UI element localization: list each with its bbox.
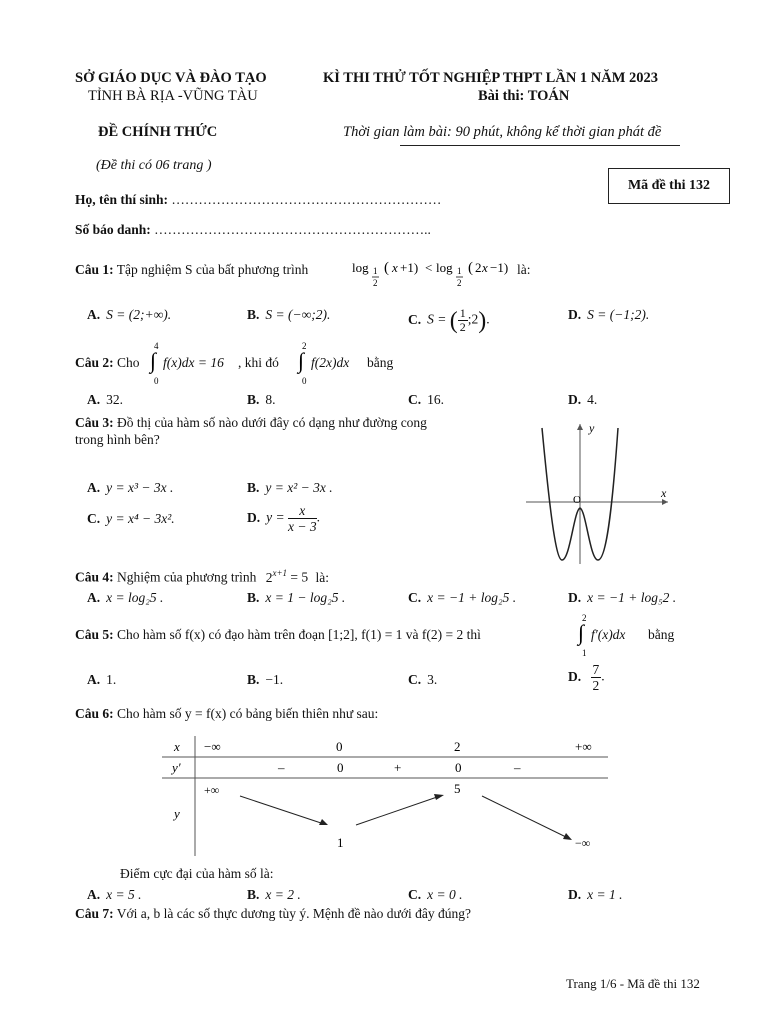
exam-code: Mã đề thi 132 [627,178,711,193]
row-label-x: x [174,739,180,754]
svg-text:<: < [425,260,433,275]
svg-text:(: ( [468,260,473,276]
option-letter: C. [408,311,422,327]
q2-eq: f(x)dx = 16 [163,355,224,370]
q1-stem [75,262,308,278]
page-count: (Đề thi có 06 trang ) [96,158,212,173]
q4-option-a[interactable] [87,590,163,606]
x-val-3: +∞ [575,739,592,754]
q2-label: Câu 2: [75,355,114,370]
q2-option-a[interactable] [87,392,123,408]
q6-stem [75,706,378,722]
sign-0: – [278,760,285,775]
option-letter: A. [87,887,101,902]
option-letter: A. [87,672,101,687]
q4-eq-base: 2 [265,569,273,585]
option-letter: C. [408,392,422,407]
svg-text:∫: ∫ [298,348,305,373]
q2-mid: , khi đó [238,355,279,370]
q1-option-d[interactable] [568,307,649,323]
q5-label: Câu 5: [75,627,114,642]
q5-text: Cho hàm số f(x) có đạo hàm trên đoạn [1;2], f(1) = 1 và f(2) = 2 thì [117,627,481,642]
y-val-0: +∞ [204,783,220,797]
svg-text:+1): +1) [400,260,419,275]
svg-text:−1): −1) [490,260,509,275]
option-text: x = 2 . [265,887,301,902]
frac-den: x − 3 [287,519,317,534]
province-name: TỈNH BÀ RỊA -VŨNG TÀU [88,88,258,104]
q5-option-a[interactable] [87,672,116,688]
svg-text:log: log [436,260,453,275]
arrow-down-2 [482,796,568,838]
q3-stem-2: trong hình bên? [75,432,160,447]
option-letter: C. [408,672,422,687]
candidate-name-line [75,192,441,208]
arrow-up [356,796,440,825]
svg-text:2: 2 [373,278,378,288]
option-text: 3. [427,672,438,687]
option-text: y = x² − 3x . [265,480,333,495]
candidate-id-label: Số báo danh: [75,222,151,237]
q4-tail: là: [315,569,330,585]
svg-text:2: 2 [582,613,587,623]
option-text: S = [427,311,447,327]
svg-text:1: 1 [457,266,462,276]
q4-option-b[interactable] [247,590,345,606]
q4-stem [75,568,329,586]
option-letter: D. [568,307,582,322]
option-text: 8. [265,392,276,407]
q6-option-a[interactable] [87,887,141,903]
svg-text:0: 0 [302,376,307,386]
q6-text: Cho hàm số y = f(x) có bảng biến thiên như sau: [117,706,379,721]
candidate-name-label: Họ, tên thí sinh: [75,192,169,207]
option-letter: B. [247,392,260,407]
q1-text: Tập nghiệm S của bất phương trình [116,262,309,277]
row-label-y: y [174,806,180,821]
q6-option-d[interactable] [568,887,622,903]
svg-text:0: 0 [154,376,159,386]
option-text: x = log₂5 . [106,590,164,605]
q5-option-b[interactable] [247,672,283,688]
option-letter: C. [87,511,101,526]
option-text: x = 1 . [587,887,623,902]
q3-option-d[interactable]: D. y = $\frac{x}{x - 3}$ . [247,503,320,534]
option-letter: A. [87,590,101,605]
y-val-2: 5 [454,781,461,796]
q3-text: Đồ thị của hàm số nào dưới đây có dạng như đường cong [117,415,427,430]
sign-3: 0 [455,760,462,775]
q2-text: Cho [117,355,140,370]
option-letter: D. [568,392,582,407]
q3-option-c[interactable] [87,511,175,527]
q2-stem [75,355,140,371]
candidate-id-dots: …………………………………………………….. [154,222,431,237]
svg-text:4: 4 [154,341,159,351]
option-text: x = −1 + log₂5 . [427,590,517,605]
q6-option-c[interactable] [408,887,462,903]
sign-1: 0 [337,760,344,775]
frac-den: 2 [592,678,600,693]
option-letter: A. [87,480,101,495]
q5-post: bằng [648,627,675,642]
q4-eq-exp: x+1 [272,568,288,578]
official-label: ĐỀ CHÍNH THỨC [98,124,218,140]
q4-label: Câu 4: [75,569,114,585]
frac-num: 7 [592,662,600,677]
option-text: y = x⁴ − 3x². [106,511,175,526]
option-text: x = 0 . [427,887,463,902]
svg-text:∫: ∫ [150,348,157,373]
school-name: SỞ GIÁO DỤC VÀ ĐÀO TẠO [75,70,267,86]
y-axis-label: y [589,421,595,435]
option-text: 32. [106,392,123,407]
origin-label: O [573,494,581,506]
option-letter: B. [247,307,260,322]
q2-option-c[interactable] [408,392,444,408]
q7-stem [75,906,471,922]
q4-eq-rhs: = 5 [290,569,309,585]
option-text: 1. [106,672,117,687]
q5-stem [75,627,481,643]
q3-label: Câu 3: [75,415,114,430]
arrow-down-1 [240,796,324,824]
q3-graph [518,418,678,568]
option-letter: B. [247,672,260,687]
y-val-3: −∞ [575,836,591,850]
option-letter: B. [247,480,260,495]
option-text: −1. [265,672,284,687]
svg-text:x: x [392,260,398,275]
q5-option-c[interactable] [408,672,437,688]
option-text: y = x³ − 3x . [106,480,174,495]
svg-text:∫: ∫ [578,620,585,645]
exam-subject: Bài thi: TOÁN [478,88,570,104]
q5-option-d[interactable]: D. $\frac{7}{2}$ . [568,662,605,693]
page-footer: Trang 1/6 - Mã đề thi 132 [566,976,700,991]
x-val-1: 0 [336,739,343,754]
q1-tail: là: [517,262,531,277]
variation-table [160,732,610,860]
candidate-id-line [75,222,431,238]
option-text: y = [266,509,285,525]
option-letter: A. [87,392,101,407]
row-label-dy: y′ [172,760,181,775]
option-text: 4. [587,392,598,407]
option-text: S = (−∞;2). [265,307,331,322]
q6-label: Câu 6: [75,706,114,721]
q2-option-d[interactable] [568,392,597,408]
frac-num: x [288,503,317,519]
option-letter: C. [408,590,422,605]
exam-code-box [608,168,730,204]
x-val-2: 2 [454,739,461,754]
option-text-tail: ;2 [467,311,479,327]
option-letter: B. [247,887,260,902]
q5-expr: f′(x)dx [591,627,626,642]
q3-option-a[interactable] [87,480,173,496]
option-letter: D. [568,887,582,902]
svg-text:(: ( [384,260,389,276]
q1-option-b[interactable] [247,307,330,323]
q4-text: Nghiệm của phương trình [117,569,257,585]
sign-2: + [394,760,402,775]
sign-4: – [514,760,521,775]
q1-option-a[interactable] [87,307,171,323]
q6-question: Điểm cực đại của hàm số là: [120,866,274,881]
option-letter: C. [408,887,422,902]
option-text: x = 1 − log₂5 . [265,590,346,605]
q7-text: Với a, b là các số thực dương tùy ý. Mệnh đề nào dưới đây đúng? [116,906,471,921]
option-text: S = (2;+∞). [106,307,172,322]
option-letter: A. [87,307,101,322]
q1-label: Câu 1: [75,262,114,277]
q7-label: Câu 7: [75,906,114,921]
candidate-name-dots: …………………………………………………… [171,192,442,207]
option-letter: D. [568,590,582,605]
x-axis-label: x [661,486,667,500]
q2-expr: f(2x)dx [311,355,350,370]
q1-option-c[interactable]: C. S = ( $\frac{1}{2}$ ;2). [408,306,490,334]
svg-text:1: 1 [582,648,587,658]
q3-stem [75,415,427,431]
exam-title: KÌ THI THỬ TỐT NGHIỆP THPT LẦN 1 NĂM 2023 [323,70,659,86]
svg-text:log: log [352,260,369,275]
option-letter: D. [247,509,261,525]
option-letter: D. [568,668,582,684]
q2-option-b[interactable] [247,392,276,408]
svg-text:2: 2 [302,341,307,351]
option-letter: B. [247,590,260,605]
option-text: x = 5 . [106,887,142,902]
exam-time: Thời gian làm bài: 90 phút, không kể thời gian phát đề [343,124,662,140]
option-text: S = (−1;2). [587,307,650,322]
q6-option-b[interactable] [247,887,301,903]
q2-post: bằng [367,355,394,370]
q3-option-b[interactable] [247,480,333,496]
q4-option-d[interactable] [568,590,676,606]
option-text: 16. [427,392,444,407]
svg-text:2: 2 [457,278,462,288]
q4-option-c[interactable] [408,590,516,606]
svg-text:2: 2 [475,260,482,275]
option-text: x = −1 + log₅2 . [587,590,677,605]
x-val-0: −∞ [204,739,221,754]
frac-num: 1 [373,266,378,276]
y-val-1: 1 [337,835,344,850]
q1-inequality [352,255,532,291]
time-underline [400,145,680,146]
svg-text:x: x [482,260,488,275]
